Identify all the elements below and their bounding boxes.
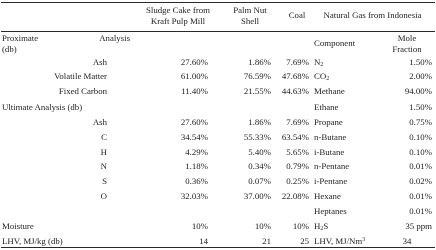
gas-component-name: Ethane xyxy=(314,102,339,112)
gas-fraction-4: 0.75% xyxy=(409,117,432,127)
proximate-row-0-label: Ash xyxy=(92,57,107,67)
gas-fraction-header-line1: Mole xyxy=(397,33,417,43)
gas-component-name: CO xyxy=(314,71,327,81)
proximate-row-1-label: Volatile Matter xyxy=(54,71,107,81)
gas-component-11 xyxy=(314,221,328,231)
header-rule xyxy=(1,31,435,32)
gas-component-subscript: 2 xyxy=(320,62,324,68)
ultimate-row-0-label: Ash xyxy=(92,117,107,127)
gas-fraction-9: 0.01% xyxy=(409,191,432,201)
header-coal: Coal xyxy=(288,10,306,20)
proximate-row-1-sludge: 61.00% xyxy=(180,71,208,81)
gas-fraction-1: 2.00% xyxy=(409,71,432,81)
ultimate-row-2-sludge: 4.29% xyxy=(185,147,208,157)
gas-fraction-10: 0.01% xyxy=(409,206,432,216)
moisture-palm: 10% xyxy=(254,221,271,231)
table-top-rule xyxy=(1,2,435,3)
gas-lhv-value: 34 xyxy=(402,236,412,246)
lhv-palm: 21 xyxy=(262,236,271,246)
gas-fraction-3: 1.50% xyxy=(409,102,432,112)
gas-component-name: Propane xyxy=(314,117,343,127)
header-palm-line1: Palm Nut xyxy=(233,5,267,15)
lhv-label: LHV, MJ/kg (db) xyxy=(2,236,63,246)
gas-component-name: i-Pentane xyxy=(314,176,348,186)
header-palm-line2: Shell xyxy=(240,16,260,26)
ultimate-label: Ultimate Analysis (db) xyxy=(2,102,83,112)
ultimate-row-3-sludge: 1.18% xyxy=(185,161,208,171)
gas-component-9 xyxy=(314,191,341,201)
proximate-row-2-coal: 44.63% xyxy=(281,86,309,96)
gas-fraction-11: 35 ppm xyxy=(405,221,432,231)
ultimate-row-1-sludge: 34.54% xyxy=(180,132,208,142)
ultimate-row-0-palm: 1.86% xyxy=(248,117,271,127)
ultimate-row-3-coal: 0.79% xyxy=(286,161,309,171)
gas-fraction-0: 1.50% xyxy=(409,57,432,67)
ultimate-row-2-palm: 5.40% xyxy=(248,147,271,157)
moisture-sludge: 10% xyxy=(191,221,208,231)
table-bottom-rule xyxy=(1,247,435,248)
gas-fraction-2: 94.00% xyxy=(404,86,432,96)
gas-component-header: Component xyxy=(314,38,356,48)
gas-component-7 xyxy=(314,161,349,171)
ultimate-row-3-palm: 0.34% xyxy=(248,161,271,171)
gas-fraction-8: 0.02% xyxy=(409,176,432,186)
proximate-row-1-palm: 76.59% xyxy=(243,71,271,81)
proximate-sub-label: (db) xyxy=(2,44,17,54)
header-sludge xyxy=(133,5,223,27)
proximate-row-0-sludge: 27.60% xyxy=(180,57,208,67)
gas-lhv-label xyxy=(314,236,365,246)
moisture-label: Moisture xyxy=(2,221,34,231)
ultimate-row-4-label: S xyxy=(102,176,107,186)
gas-component-0 xyxy=(314,57,323,67)
gas-fraction-5: 0.10% xyxy=(409,132,432,142)
header-sludge-line2: Kraft Pulp Mill xyxy=(150,16,206,26)
gas-component-8 xyxy=(314,176,347,186)
proximate-row-2-palm: 21.55% xyxy=(243,86,271,96)
moisture-coal: 10% xyxy=(292,221,309,231)
gas-component-1 xyxy=(314,71,329,81)
ultimate-row-5-sludge: 32.03% xyxy=(180,191,208,201)
gas-fraction-7: 0.01% xyxy=(409,161,432,171)
gas-component-4 xyxy=(314,117,343,127)
proximate-label-left: Proximate xyxy=(2,33,39,43)
lhv-sludge: 14 xyxy=(199,236,208,246)
gas-lhv-label-sup: 3 xyxy=(362,237,366,243)
gas-component-name: i-Butane xyxy=(314,147,345,157)
ultimate-row-1-label: C xyxy=(101,132,107,142)
gas-lhv-label-text: LHV, MJ/Nm xyxy=(314,236,363,246)
gas-component-2 xyxy=(314,86,345,96)
gas-component-suffix: S xyxy=(323,221,329,231)
proximate-row-0-palm: 1.86% xyxy=(248,57,271,67)
gas-component-6 xyxy=(314,147,344,157)
gas-component-subscript: 2 xyxy=(326,76,330,82)
ultimate-row-1-coal: 63.54% xyxy=(281,132,309,142)
proximate-row-2-sludge: 11.40% xyxy=(181,86,208,96)
gas-component-10 xyxy=(314,206,347,216)
ultimate-row-2-coal: 5.65% xyxy=(286,147,309,157)
header-palm xyxy=(225,5,275,27)
gas-fraction-header-line2: Fraction xyxy=(392,44,422,54)
proximate-label xyxy=(2,33,130,43)
proximate-label-right: Analysis xyxy=(99,33,130,43)
ultimate-row-0-sludge: 27.60% xyxy=(180,117,208,127)
ultimate-row-4-sludge: 0.36% xyxy=(185,176,208,186)
ultimate-row-5-palm: 37.00% xyxy=(243,191,271,201)
ultimate-row-1-palm: 55.33% xyxy=(243,132,271,142)
ultimate-row-4-coal: 0.25% xyxy=(286,176,309,186)
gas-component-3 xyxy=(314,102,338,112)
ultimate-row-5-coal: 22.08% xyxy=(281,191,309,201)
header-gas: Natural Gas from Indonesia xyxy=(323,10,422,20)
lhv-coal: 25 xyxy=(300,236,309,246)
ultimate-row-0-coal: 7.69% xyxy=(286,117,309,127)
ultimate-row-3-label: N xyxy=(100,161,107,171)
header-sludge-line1: Sludge Cake from xyxy=(145,5,210,15)
gas-component-name: n-Butane xyxy=(314,132,347,142)
gas-component-name: N xyxy=(314,57,321,67)
gas-component-name: H xyxy=(314,221,321,231)
gas-component-5 xyxy=(314,132,346,142)
proximate-row-1-coal: 47.68% xyxy=(281,71,309,81)
gas-component-name: Heptanes xyxy=(314,206,347,216)
ultimate-row-5-label: O xyxy=(100,191,107,201)
gas-component-name: n-Pentane xyxy=(314,161,350,171)
gas-component-subscript: 2 xyxy=(320,226,324,232)
gas-fraction-6: 0.10% xyxy=(409,147,432,157)
gas-component-name: Hexane xyxy=(314,191,341,201)
proximate-row-2-label: Fixed Carbon xyxy=(58,86,107,96)
gas-component-name: Methane xyxy=(314,86,345,96)
ultimate-row-2-label: H xyxy=(100,147,107,157)
ultimate-row-4-palm: 0.07% xyxy=(248,176,271,186)
proximate-row-0-coal: 7.69% xyxy=(286,57,309,67)
gas-fraction-header xyxy=(380,33,434,55)
